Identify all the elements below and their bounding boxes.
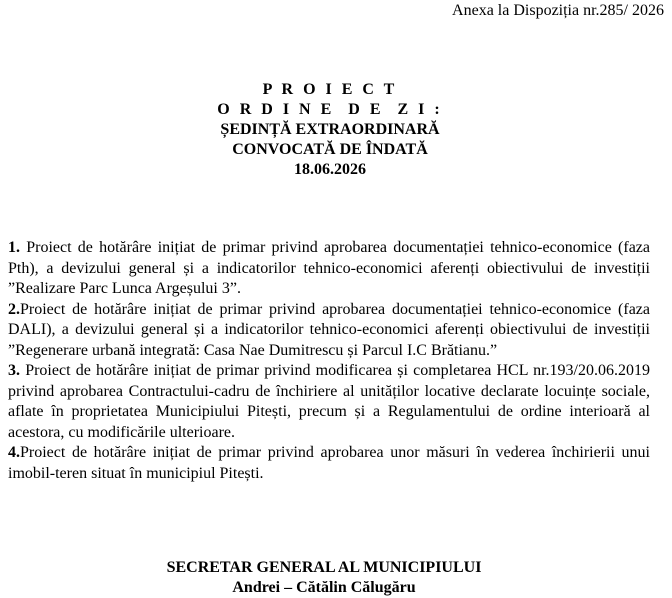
signature-block: [0, 558, 648, 598]
agenda-item-1: [8, 238, 650, 300]
title-date: 18.06.2026: [294, 161, 366, 178]
agenda-item-text: Proiect de hotărâre inițiat de primar privind aprobarea documentației tehnico-economice (faza DALI), a devizului general și a indicatorilor tehnico-economici aferenți obiectivului de investiții ”Regenerare urbană integrată: Casa Nae Dumitrescu și Parcul I.C Brătianu.”: [8, 300, 650, 359]
title-project: P R O I E C T: [262, 81, 398, 98]
agenda-item-3: [8, 361, 650, 443]
signature-role: SECRETAR GENERAL AL MUNICIPIULUI: [166, 559, 482, 576]
title-convocation: CONVOCATĂ DE ÎNDATĂ: [232, 141, 428, 158]
agenda-item-number: 2.: [8, 300, 20, 318]
title-session-type: ȘEDINȚĂ EXTRAORDINARĂ: [220, 121, 440, 138]
agenda-item-2: [8, 300, 650, 362]
agenda-item-number: 1.: [8, 239, 20, 256]
agenda-item-text: Proiect de hotărâre inițiat de primar privind aprobarea documentației tehnico-economice (faza Pth), a devizului general și a indicatorilor tehnico-economici aferenți obiectivului de investiții ”Realizare Parc Lunca Argeșului 3”.: [8, 239, 650, 297]
agenda-item-text: Proiect de hotărâre inițiat de primar privind modificarea și completarea HCL nr.193/20.06.2019 privind aprobarea Contractului-cadru de închiriere al unităților locative declarate locuințe sociale, aflate în proprietatea Municipiului Pitești, precum și a Regulamentului de ordine interioară al acestora, cu modificările ulterioare.: [8, 362, 650, 441]
agenda-item-text: Proiect de hotărâre inițiat de primar privind aprobarea unor măsuri în vederea închirierii unui imobil-teren situat în municipiul Pitești.: [8, 444, 650, 482]
annex-reference: Anexa la Dispoziția nr.285/ 2026: [452, 2, 664, 19]
document-title-block: [0, 80, 660, 180]
title-agenda: O R D I N E D E Z I :: [217, 101, 443, 118]
agenda-item-4: [8, 443, 650, 484]
agenda-items-list: [8, 238, 650, 484]
agenda-item-number: 4.: [8, 444, 20, 461]
signature-name: Andrei – Cătălin Călugăru: [232, 579, 416, 596]
agenda-item-number: 3.: [8, 362, 20, 379]
